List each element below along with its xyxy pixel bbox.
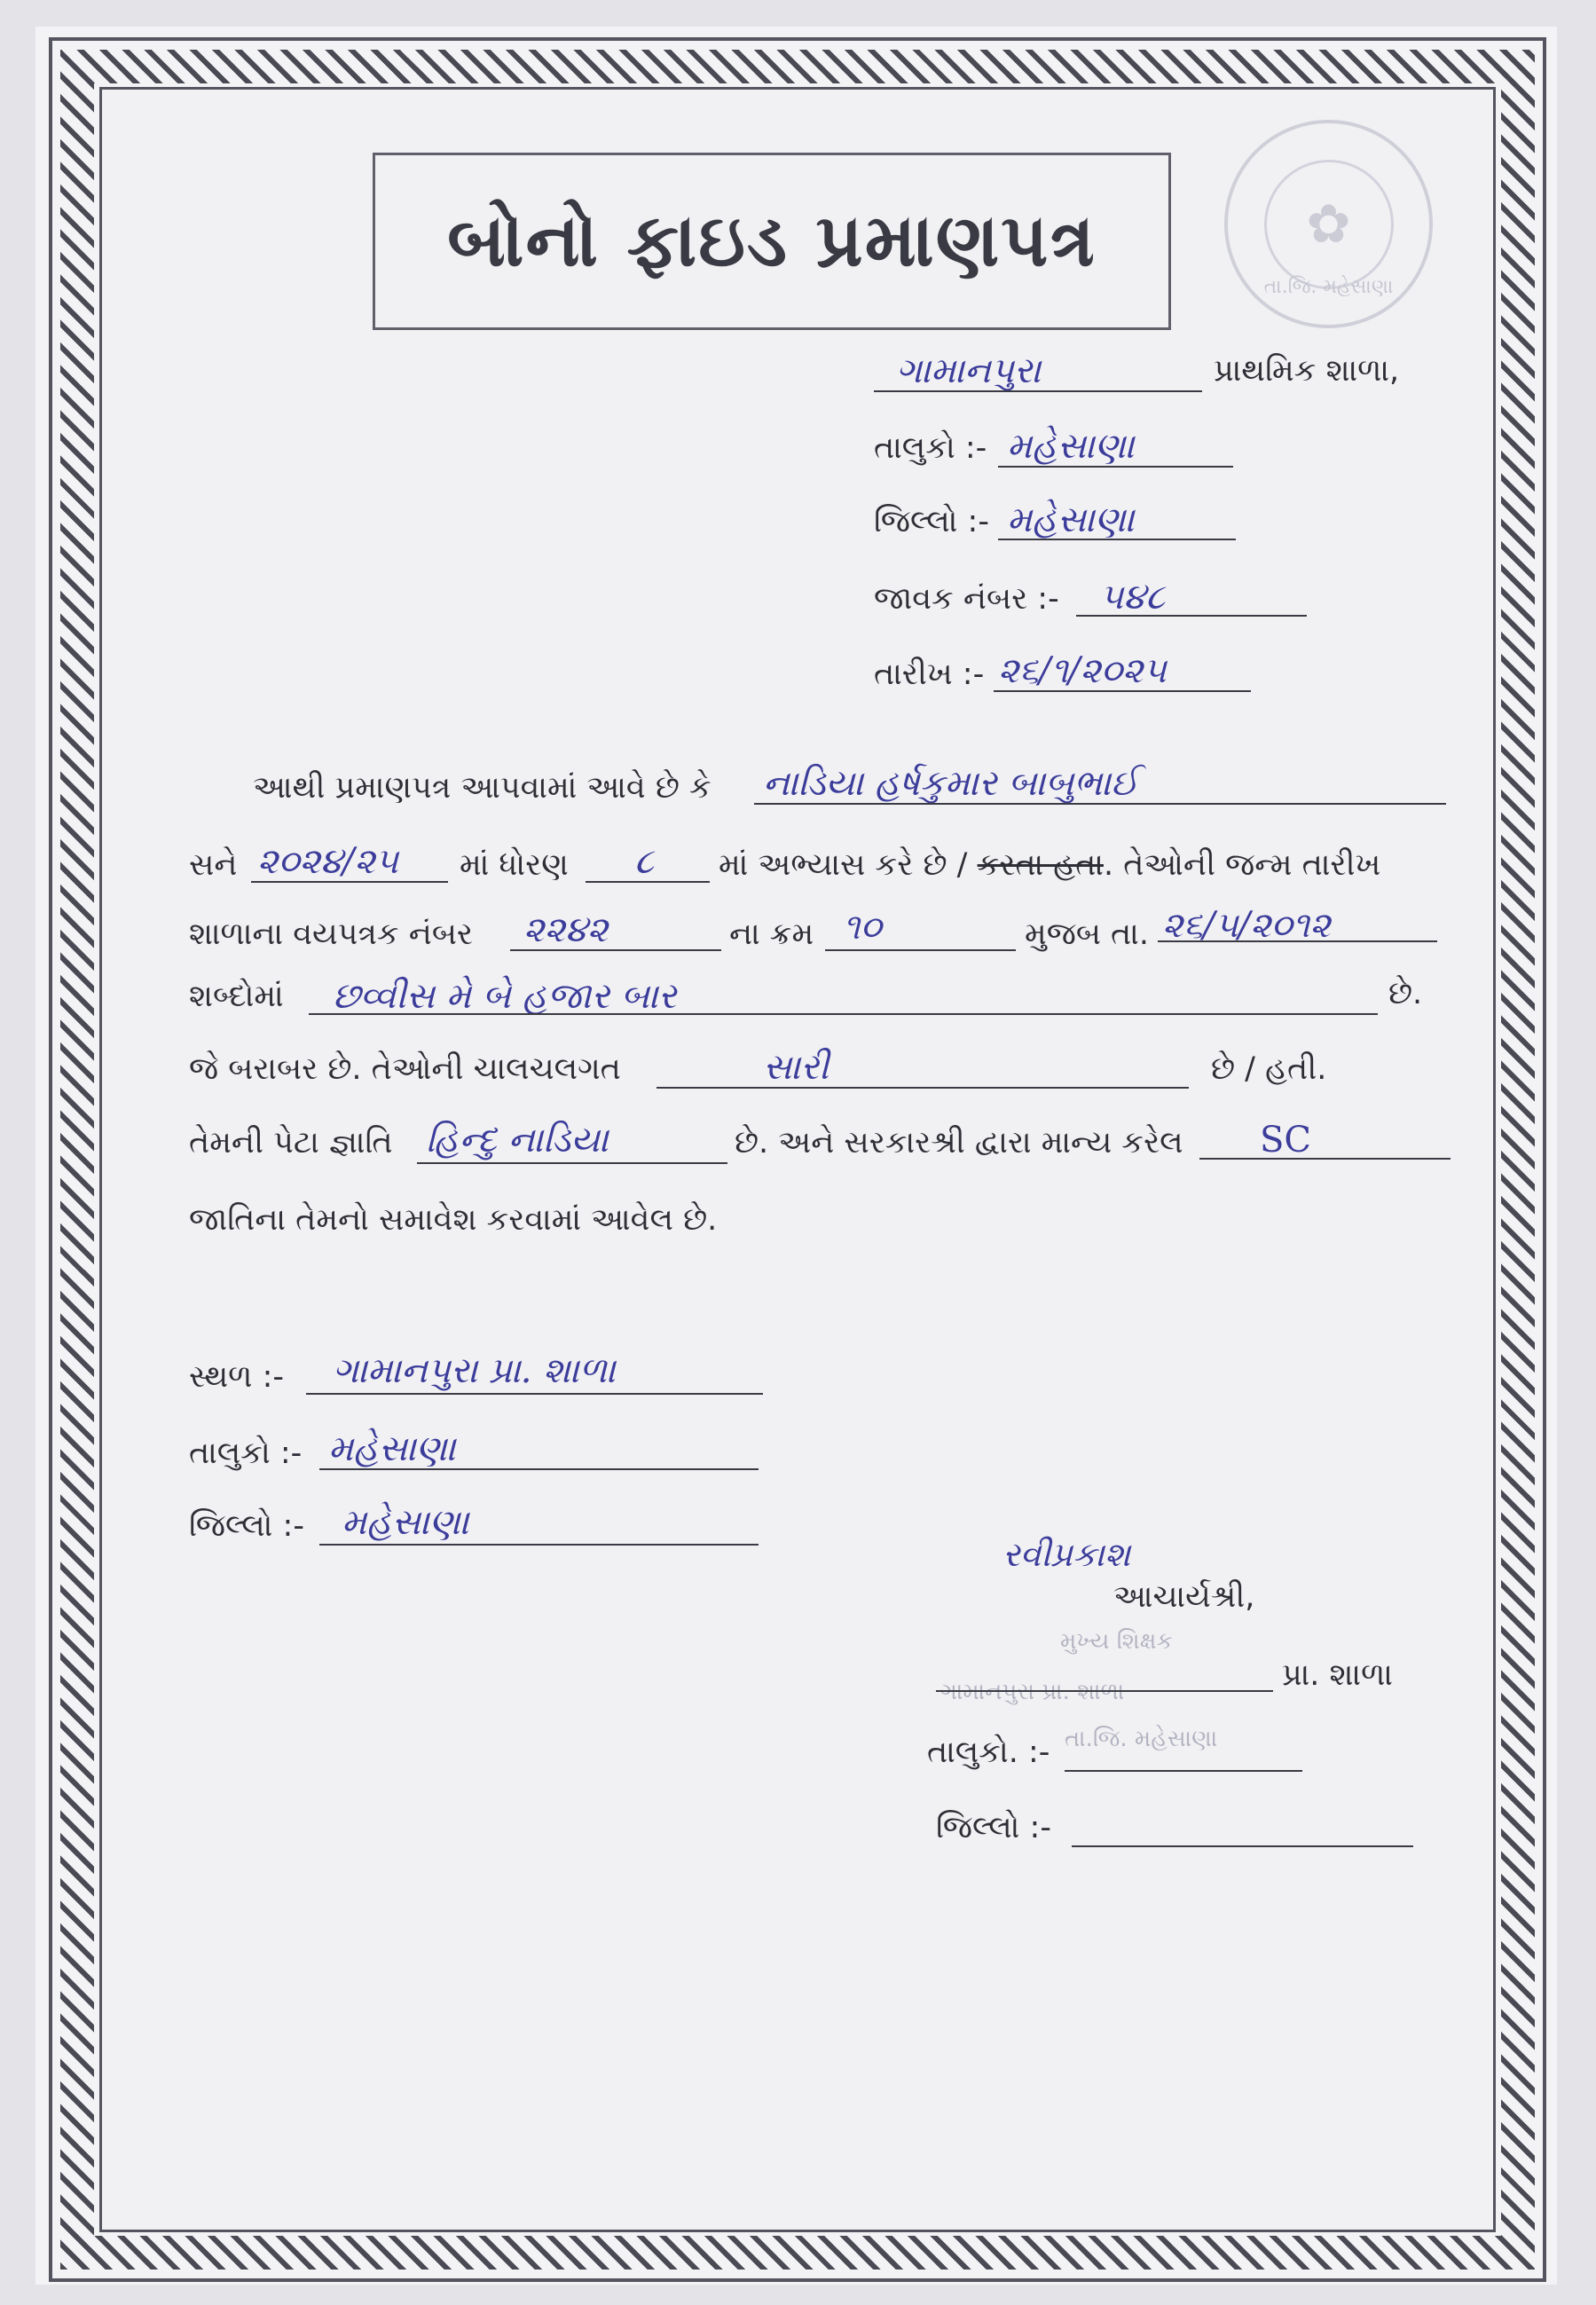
student-name-line <box>754 803 1446 805</box>
school-suffix: પ્રાથમિક શાળા, <box>1214 353 1400 389</box>
subcaste-line <box>417 1162 727 1164</box>
subcaste-value: હિન્દુ નાડિયા <box>426 1120 609 1160</box>
footer-district-value: મહેસાણા <box>342 1502 469 1543</box>
year-value: ૨૦૨૪/૨૫ <box>257 841 399 882</box>
outward-no-label: જાવક નંબર :- <box>874 581 1059 617</box>
conduct-line <box>656 1087 1189 1089</box>
body-line3-c: મુજબ તા. <box>1025 916 1149 952</box>
outward-no-value: ૫૪૮ <box>1100 577 1166 618</box>
body-line5-b: છે / હતી. <box>1211 1051 1327 1087</box>
body-line4-a: શબ્દોમાં <box>189 979 284 1014</box>
footer-school-line <box>936 1690 1273 1692</box>
dob-line <box>1158 940 1437 942</box>
footer-district-line-2 <box>1072 1845 1413 1847</box>
category-value: SC <box>1260 1120 1312 1160</box>
student-name-value: નાડિયા હર્ષકુમાર બાબુભાઈ <box>763 763 1139 804</box>
serial-line <box>825 949 1016 951</box>
conduct-value: સારી <box>763 1047 829 1088</box>
body-line3-b: ના ક્રમ <box>729 916 814 952</box>
dob-words-value: છવ્વીસ મે બે હજાર બાર <box>333 976 677 1017</box>
place-label: સ્થળ :- <box>189 1359 285 1395</box>
body-line3-a: શાળાના વયપત્રક નંબર <box>189 916 474 952</box>
footer-district-label: જિલ્લો :- <box>189 1508 304 1544</box>
title-box <box>373 153 1171 330</box>
dob-words-line <box>309 1013 1378 1015</box>
header-district-label: જિલ્લો :- <box>874 504 989 539</box>
stamp-line-1: મુખ્ય શિક્ષક <box>1060 1628 1173 1655</box>
header-taluka-value: મહેસાણા <box>1007 426 1135 467</box>
stamp-line-3: તા.જિ. મહેસાણા <box>1065 1726 1218 1752</box>
seal-emblem-icon: ✿ <box>1306 193 1351 256</box>
header-taluka-line <box>998 466 1233 468</box>
principal-signature: રવીપ્રકાશ <box>1002 1535 1131 1574</box>
body-line4-b: છે. <box>1388 976 1423 1011</box>
category-line <box>1199 1158 1451 1160</box>
school-seal-icon <box>1224 120 1433 328</box>
serial-value: ૧૦ <box>843 907 882 948</box>
body-line2-c-text: માં અભ્યાસ કરે છે / <box>719 847 978 883</box>
certificate-title: બોનો ફાઇડ પ્રમાણપત્ર <box>447 199 1097 283</box>
header-district-value: મહેસાણા <box>1007 500 1135 540</box>
outward-no-line <box>1076 615 1307 617</box>
dob-value: ૨૬/૫/૨૦૧૨ <box>1162 905 1331 946</box>
stamp-line-2: ગામાનપુરા પ્રા. શાળા <box>940 1679 1125 1705</box>
footer-taluka-line <box>319 1468 759 1470</box>
body-line2-a: સને <box>189 847 238 883</box>
body-line7: જાતિના તેમનો સમાવેશ કરવામાં આવેલ છે. <box>189 1202 718 1238</box>
body-line6-b: છે. અને સરકારશ્રી દ્વારા માન્ય કરેલ <box>735 1125 1183 1160</box>
year-line <box>251 881 448 883</box>
standard-line <box>586 881 710 883</box>
body-line2-c <box>719 847 1380 883</box>
footer-taluka-label-2: તાલુકો. :- <box>927 1735 1050 1770</box>
body-line2-b: માં ધોરણ <box>460 847 569 883</box>
date-label: તારીખ :- <box>874 657 985 692</box>
principal-label: આચાર્યશ્રી, <box>1113 1579 1255 1615</box>
footer-taluka-value: મહેસાણા <box>328 1428 456 1469</box>
register-no-value: ૨૨૪૨ <box>523 909 609 950</box>
school-name-value: ગામાનપુરા <box>896 350 1042 391</box>
body-line2-strike: કરતા હતા <box>977 847 1104 883</box>
footer-taluka-line-2 <box>1065 1770 1302 1772</box>
body-line2-d: . તેઓની જન્મ તારીખ <box>1103 847 1381 883</box>
standard-value: ૮ <box>634 841 654 882</box>
footer-school-suffix: પ્રા. શાળા <box>1282 1657 1393 1693</box>
date-value: ૨૬/૧/૨૦૨૫ <box>998 650 1167 691</box>
place-value: ગામાનપુરા પ્રા. શાળા <box>333 1350 616 1391</box>
body-line1-prefix: આથી પ્રમાણપત્ર આપવામાં આવે છે કે <box>253 770 712 806</box>
register-no-line <box>510 949 721 951</box>
date-line <box>994 690 1251 692</box>
body-line6-a: તેમની પેટા જ્ઞાતિ <box>189 1125 393 1160</box>
body-line5-a: જે બરાબર છે. તેઓની ચાલચલગત <box>189 1051 621 1087</box>
footer-district-line <box>319 1544 759 1546</box>
header-taluka-label: તાલુકો :- <box>874 430 987 466</box>
place-line <box>306 1393 763 1395</box>
footer-taluka-label: તાલુકો :- <box>189 1436 303 1471</box>
school-name-line <box>874 390 1202 392</box>
footer-district-label-2: જિલ્લો :- <box>936 1810 1051 1845</box>
seal-text: તા.જિ. મહેસાણા <box>1263 276 1394 298</box>
header-district-line <box>998 539 1236 540</box>
